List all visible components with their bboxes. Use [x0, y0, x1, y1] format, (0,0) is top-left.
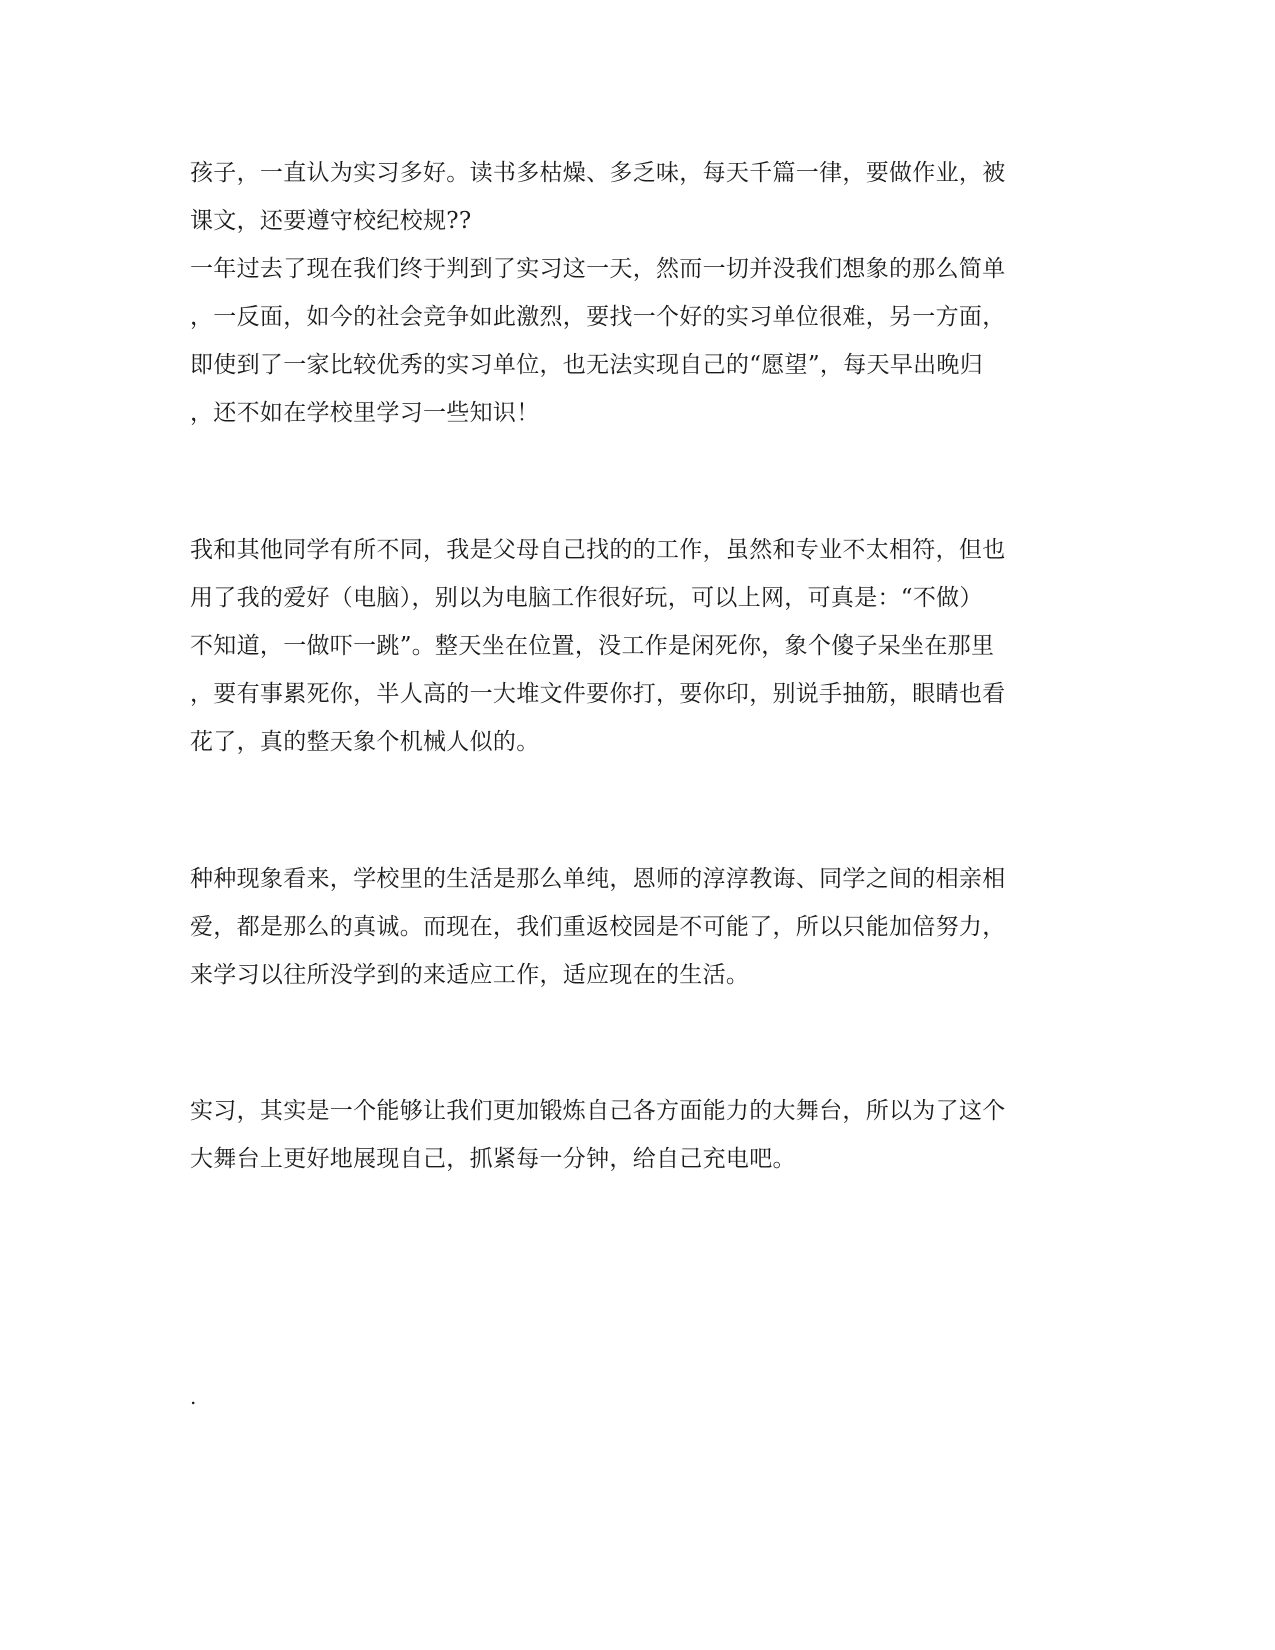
paragraph-2-line-2: ，一反面，如今的社会竞争如此激烈，要找一个好的实习单位很难，另一方面，: [190, 304, 1006, 330]
paragraph-1-line-1: 孩子，一直认为实习多好。读书多枯燥、多乏味，每天千篇一律，要做作业，被: [190, 160, 1006, 186]
paragraph-5-line-2: 大舞台上更好地展现自己，抓紧每一分钟，给自己充电吧。: [190, 1146, 796, 1172]
paragraph-4-line-3: 来学习以往所没学到的来适应工作，适应现在的生活。: [190, 962, 750, 988]
paragraph-5-line-1: 实习，其实是一个能够让我们更加锻炼自己各方面能力的大舞台，所以为了这个: [190, 1098, 1006, 1124]
paragraph-3-line-1: 我和其他同学有所不同，我是父母自己找的的工作，虽然和专业不太相符，但也: [190, 537, 1006, 563]
paragraph-4-line-1: 种种现象看来，学校里的生活是那么单纯，恩师的淳淳教诲、同学之间的相亲相: [190, 866, 1006, 892]
paragraph-3-line-5: 花了，真的整天象个机械人似的。: [190, 729, 540, 755]
paragraph-3-line-4: ，要有事累死你，半人高的一大堆文件要你打，要你印，别说手抽筋，眼睛也看: [190, 681, 1006, 707]
paragraph-3-line-3: 不知道，一做吓一跳”。整天坐在位置，没工作是闲死你，象个傻子呆坐在那里: [190, 633, 995, 659]
paragraph-2-line-3: 即使到了一家比较优秀的实习单位，也无法实现自己的“愿望”，每天早出晚归: [190, 352, 984, 378]
paragraph-2-line-4: ，还不如在学校里学习一些知识！: [190, 400, 540, 426]
paragraph-4-line-2: 爱，都是那么的真诚。而现在，我们重返校园是不可能了，所以只能加倍努力，: [190, 914, 1006, 940]
paragraph-2-line-1: 一年过去了现在我们终于判到了实习这一天，然而一切并没我们想象的那么简单: [190, 256, 1006, 282]
paragraph-3-line-2: 用了我的爱好（电脑），别以为电脑工作很好玩，可以上网，可真是：“不做）: [190, 585, 983, 611]
paragraph-1-line-2: 课文，还要遵守校纪校规??: [190, 208, 472, 234]
footer-dot: .: [190, 1385, 197, 1409]
